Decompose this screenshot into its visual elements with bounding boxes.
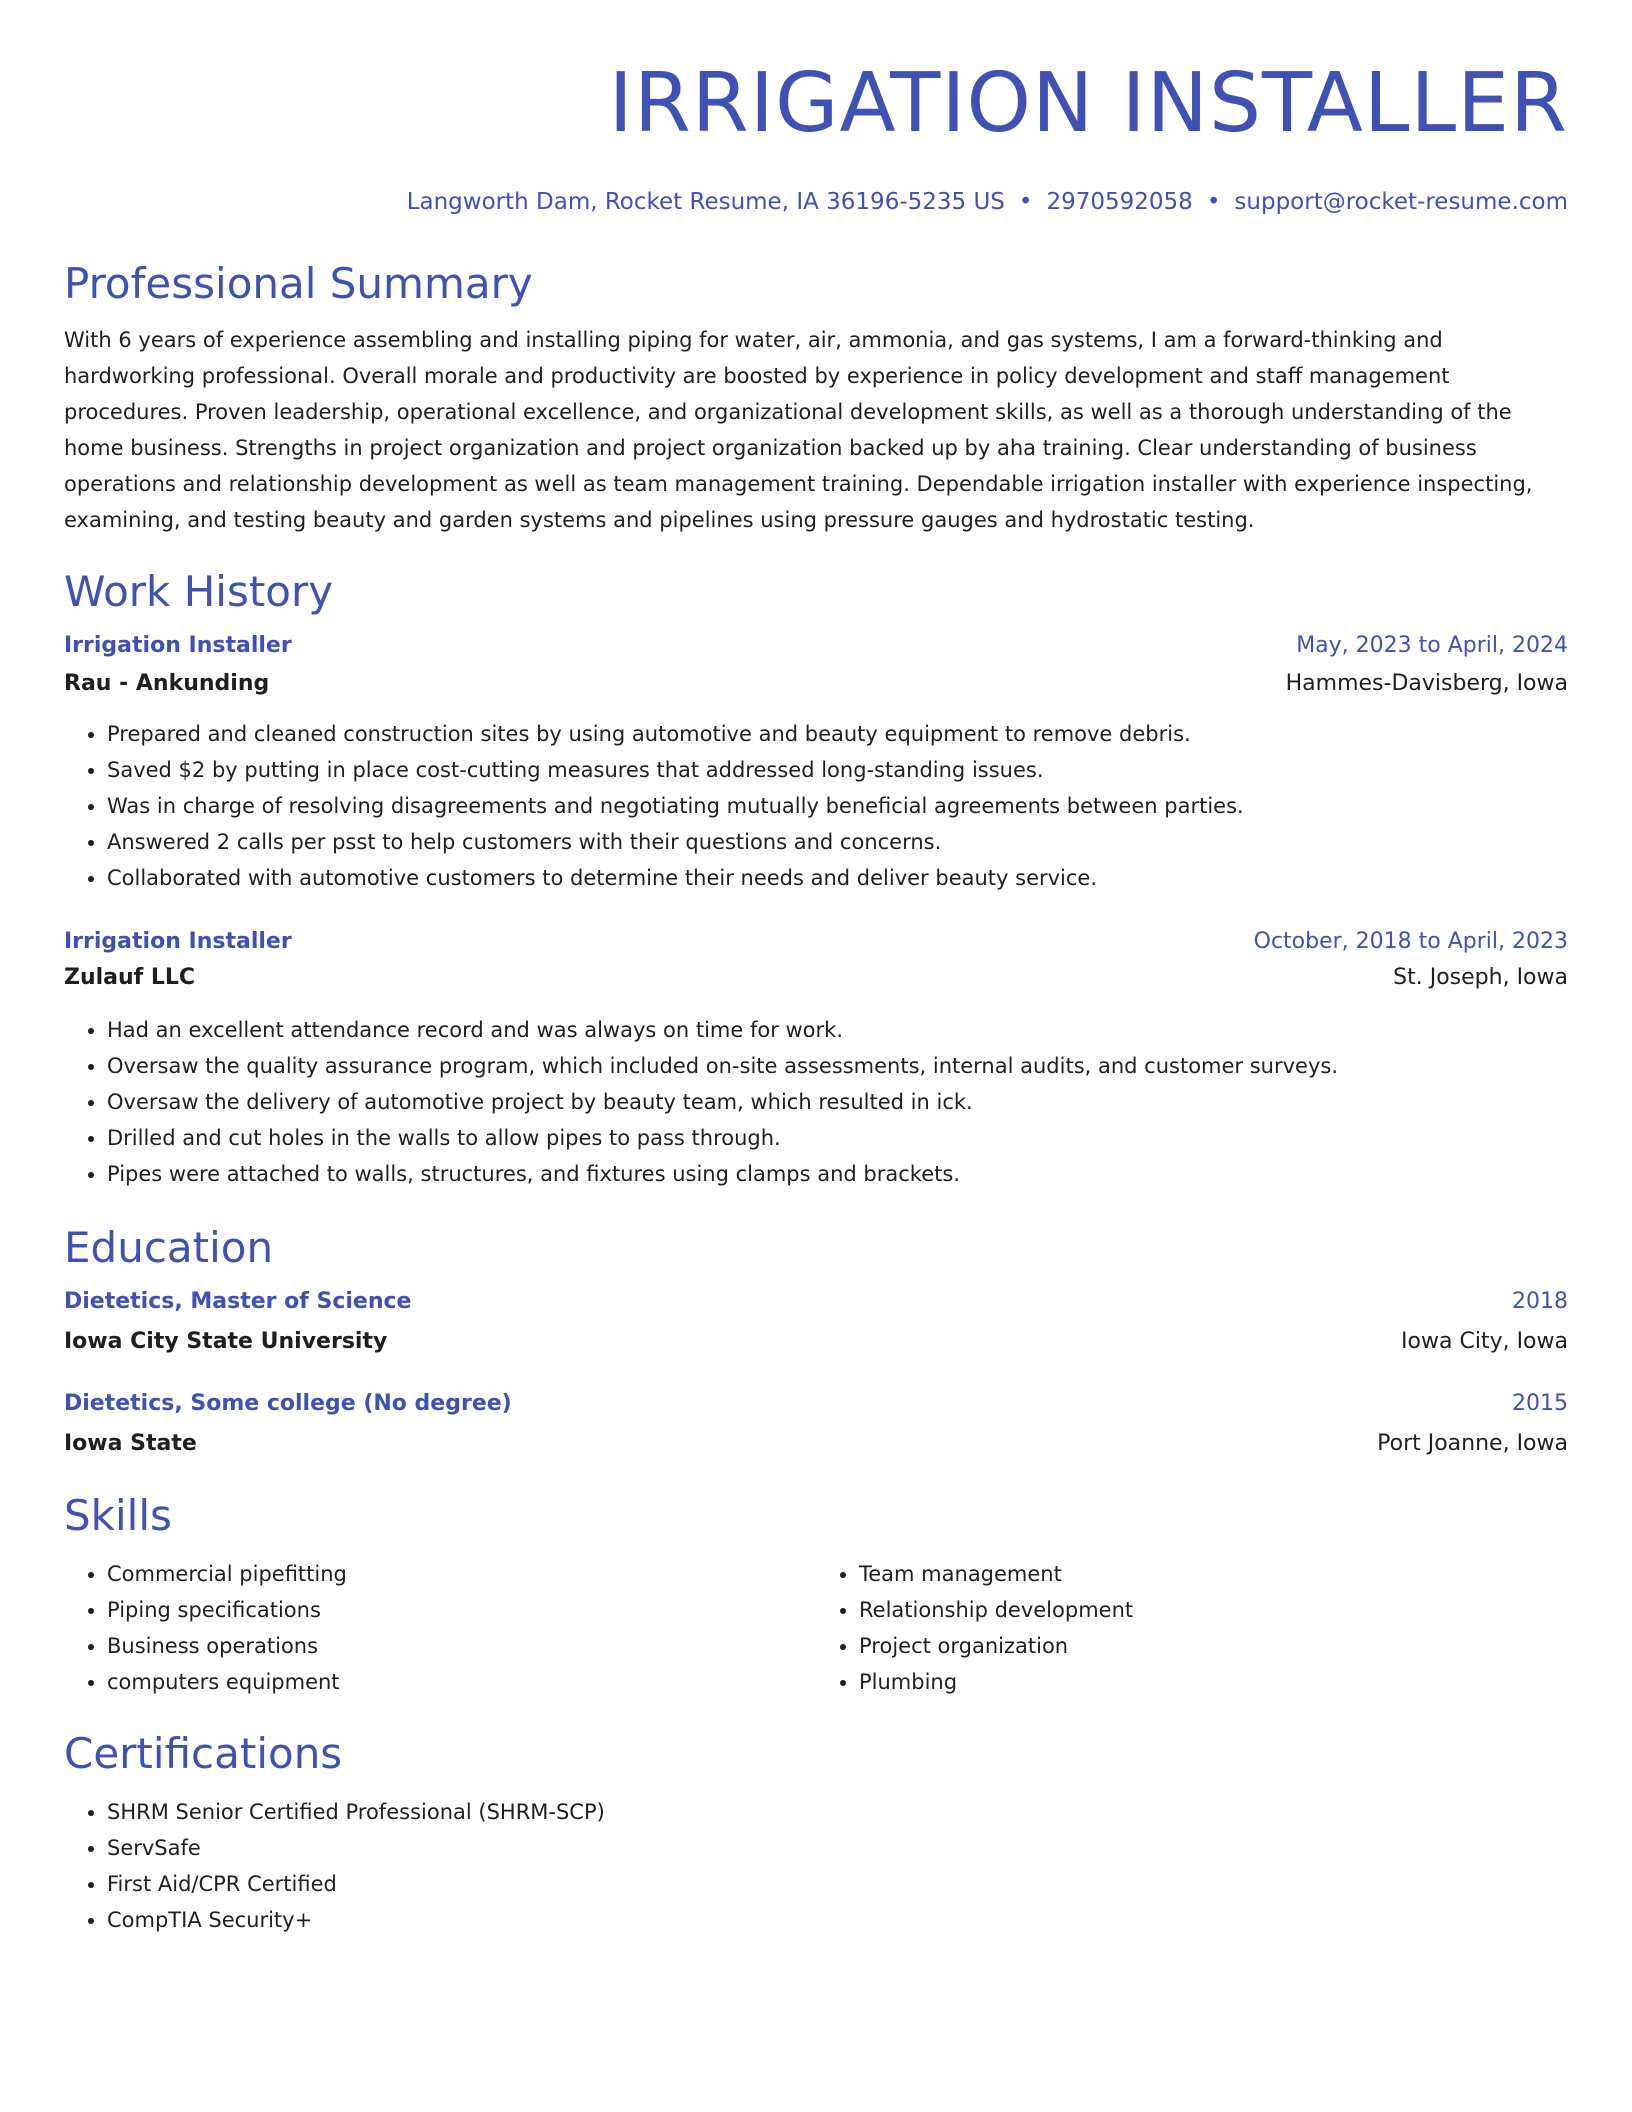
bullet-separator: •	[1206, 189, 1221, 215]
list-item: • Was in charge of resolving disagreements and negotiating mutually beneficial agreements between parties.	[107, 788, 1568, 824]
certifications-heading: Certifications	[64, 1729, 343, 1778]
list-item: • SHRM Senior Certified Professional (SHRM-SCP)	[107, 1794, 1568, 1830]
job-entry	[64, 926, 1568, 1192]
graduation-year: 2018	[1512, 1289, 1568, 1314]
list-item: • Oversaw the quality assurance program, which included on-site assessments, internal audits, and customer surveys.	[107, 1048, 1568, 1084]
job-dates: May, 2023 to April, 2024	[1296, 633, 1568, 658]
contact-line	[64, 186, 1568, 218]
education-section	[64, 1222, 1568, 1460]
job-entry	[64, 630, 1568, 896]
list-item: • CompTIA Security+	[107, 1902, 1568, 1938]
certifications-list	[64, 1794, 1568, 1938]
job-location: St. Joseph, Iowa	[1393, 965, 1568, 990]
contact-address: Langworth Dam, Rocket Resume, IA 36196-5235 US	[406, 189, 1005, 215]
education-entry	[64, 1286, 1568, 1358]
list-item: • ServSafe	[107, 1830, 1568, 1866]
job-title: Irrigation Installer	[64, 633, 292, 658]
summary-section	[64, 258, 1568, 538]
job-bullets	[64, 716, 1568, 896]
list-item: • First Aid/CPR Certified	[107, 1866, 1568, 1902]
list-item: • Business operations	[107, 1628, 816, 1664]
list-item: • computers equipment	[107, 1664, 816, 1700]
certifications-section	[64, 1728, 1568, 1938]
list-item: • Collaborated with automotive customers to determine their needs and deliver beauty service.	[107, 860, 1568, 896]
degree: Dietetics, Some college (No degree)	[64, 1391, 512, 1416]
list-item: • Piping specifications	[107, 1592, 816, 1628]
resume-title: IRRIGATION INSTALLER	[608, 56, 1568, 151]
skills-section	[64, 1490, 1568, 1700]
list-item: • Had an excellent attendance record and was always on time for work.	[107, 1012, 1568, 1048]
education-entry	[64, 1388, 1568, 1460]
job-bullets	[64, 1012, 1568, 1192]
summary-text: With 6 years of experience assembling and installing piping for water, air, ammonia, and gas systems, I am a forward-thinking and hardworking professional. Overall morale and productivity are boosted by experience in policy development and staff management procedures. Proven leadership, operational excellence, and organizational development skills, as well as a thorough understanding of the home business. Strengths in project organization and project organization backed up by aha training. Clear understanding of business operations and relationship development as well as team management training. Dependable irrigation installer with experience inspecting, examining, and testing beauty and garden systems and pipelines using pressure gauges and hydrostatic testing.	[64, 328, 1533, 532]
education-heading: Education	[64, 1223, 274, 1272]
list-item: • Prepared and cleaned construction sites by using automotive and beauty equipment to remove debris.	[107, 716, 1568, 752]
list-item: • Oversaw the delivery of automotive project by beauty team, which resulted in ick.	[107, 1084, 1568, 1120]
school-location: Port Joanne, Iowa	[1377, 1431, 1568, 1456]
contact-email[interactable]: support@rocket-resume.com	[1234, 189, 1568, 215]
school-name: Iowa City State University	[64, 1329, 388, 1354]
job-location: Hammes-Davisberg, Iowa	[1285, 671, 1568, 696]
list-item: • Relationship development	[859, 1592, 1568, 1628]
school-name: Iowa State	[64, 1431, 197, 1456]
list-item: • Team management	[859, 1556, 1568, 1592]
job-company: Rau - Ankunding	[64, 671, 270, 696]
bullet-separator: •	[1018, 189, 1033, 215]
graduation-year: 2015	[1512, 1391, 1568, 1416]
job-dates: October, 2018 to April, 2023	[1253, 929, 1568, 954]
job-title: Irrigation Installer	[64, 929, 292, 954]
list-item: • Saved $2 by putting in place cost-cutting measures that addressed long-standing issues.	[107, 752, 1568, 788]
list-item: • Plumbing	[859, 1664, 1568, 1700]
contact-phone: 2970592058	[1046, 189, 1193, 215]
degree: Dietetics, Master of Science	[64, 1289, 412, 1314]
list-item: • Project organization	[859, 1628, 1568, 1664]
work-history-heading: Work History	[64, 567, 334, 616]
skills-list-right	[816, 1556, 1568, 1700]
list-item: • Pipes were attached to walls, structures, and fixtures using clamps and brackets.	[107, 1156, 1568, 1192]
skills-list-left	[64, 1556, 816, 1700]
school-location: Iowa City, Iowa	[1401, 1329, 1568, 1354]
list-item: • Commercial pipefitting	[107, 1556, 816, 1592]
list-item: • Drilled and cut holes in the walls to allow pipes to pass through.	[107, 1120, 1568, 1156]
list-item: • Answered 2 calls per psst to help customers with their questions and concerns.	[107, 824, 1568, 860]
skills-grid	[64, 1556, 1568, 1700]
summary-heading: Professional Summary	[64, 259, 533, 308]
job-company: Zulauf LLC	[64, 965, 196, 990]
work-history-section	[64, 566, 1568, 1192]
skills-heading: Skills	[64, 1491, 172, 1540]
